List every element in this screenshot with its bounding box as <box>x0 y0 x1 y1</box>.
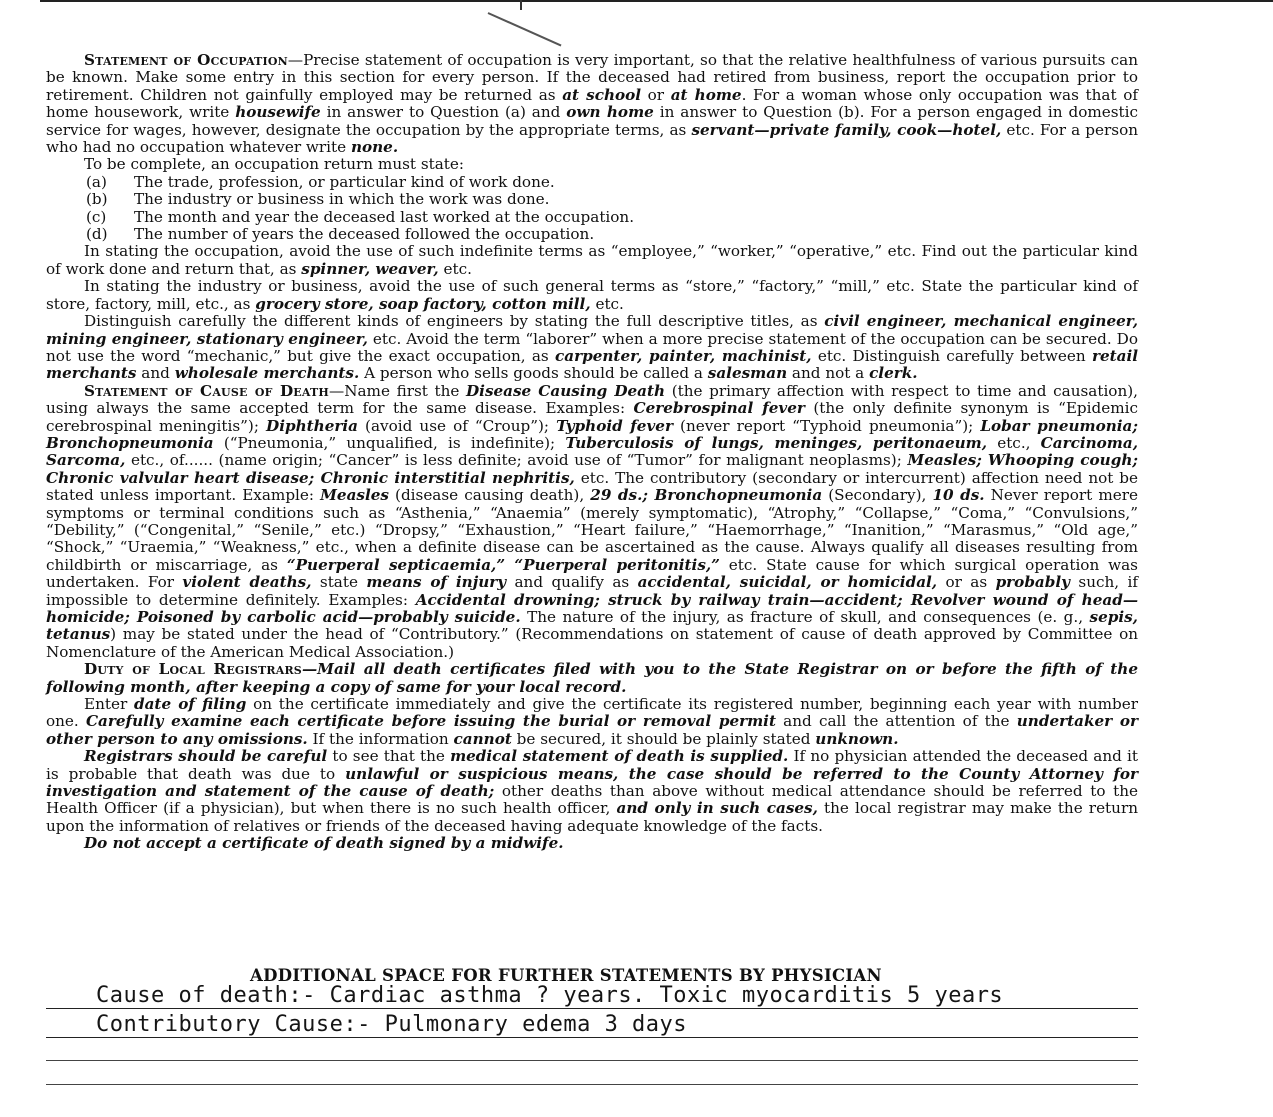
form-line-4 <box>46 1084 1138 1085</box>
midwife-note: Do not accept a certificate of death signed by a midwife. <box>84 834 564 853</box>
occupation-complete-line: To be complete, an occupation return must state: <box>84 155 464 174</box>
scan-left-edge <box>0 0 10 1117</box>
occupation-terms-paragraph: In stating the occupation, avoid the use of such indefinite terms as “employee,” “worker,” “operative,” etc. Find out the particular kind of work done and return that, as spinner, weaver, etc. <box>46 242 1138 278</box>
list-item: (c) The month and year the deceased last worked at the occupation. <box>86 207 635 226</box>
cause-heading: Statement of Cause of Death <box>84 381 330 400</box>
list-item: (b) The industry or business in which the work was done. <box>86 190 550 209</box>
form-line-2 <box>46 1037 1138 1038</box>
occupation-heading: Statement of Occupation <box>84 51 288 69</box>
scan-artifact-tick <box>520 0 528 10</box>
registrars-careful-paragraph: Registrars should be careful to see that the medical statement of death is supplied. If no physician attended the deceased and it is probable that death was due to unlawful or suspicious means, the case should be referred to the County Attorney for investigation and statement of the cause of death; other deaths than above without medical attendance should be referred to the Health Officer (if a physician), but when there is no such health officer, and only in such cases, the local registrar may make the return upon the information of relatives or friends of the deceased having adequate knowledge of the facts. <box>46 747 1138 835</box>
typed-cause-of-death: Cause of death:- Cardiac asthma ? years. Toxic myocarditis 5 years <box>96 983 1004 1008</box>
form-line-3 <box>46 1060 1138 1061</box>
list-item: (a) The trade, profession, or particular kind of work done. <box>86 172 555 191</box>
registrars-filing-paragraph: Enter date of filing on the certificate immediately and give the certificate its registered number, beginning each year with number one. Carefully examine each certificate before issuing the burial or removal permit and call the attention of the undertaker or other person to any omissions. If the information cannot be secured, it should be plainly stated unknown. <box>46 695 1138 748</box>
registrars-heading: Duty of Local Registrars <box>84 660 302 679</box>
registrars-paragraph: Duty of Local Registrars—Mail all death certificates filed with you to the State Registrar on or before the fifth of the following month, after keeping a copy of same for your local record. <box>46 660 1138 696</box>
additional-space-heading: ADDITIONAL SPACE FOR FURTHER STATEMENTS BY PHYSICIAN <box>250 966 882 985</box>
top-border-line <box>40 0 1273 6</box>
form-line-1 <box>46 1008 1138 1009</box>
occupation-items-list <box>46 174 1138 244</box>
instructions-text <box>46 52 1138 853</box>
cause-of-death-paragraph: Statement of Cause of Death—Name first the Disease Causing Death (the primary affection with respect to time and causation), using always the same accepted term for the same disease. Examples: Cerebrospinal fever (the only definite synonym is “Epidemic cerebrospinal meningitis”); Diphtheria (avoid use of “Croup”); Typhoid fever (never report “Typhoid pneumonia”); Lobar pneumonia; Bronchopneumonia (“Pneumonia,” unqualified, is indefinite); Tuberculosis of lungs, meninges, peritonaeum, etc., Carcinoma, Sarcoma, etc., of...... (name origin; “Cancer” is less definite; avoid use of “Tumor” for malignant neoplasms); Measles; Whooping cough; Chronic valvular heart disease; Chronic interstitial nephritis, etc. The contributory (secondary or intercurrent) affection need not be stated unless important. Example: Measles (disease causing death), 29 ds.; Bronchopneumonia (Secondary), 10 ds. Never report mere symptoms or terminal conditions such as “Asthenia,” “Anaemia” (merely symptomatic), “Atrophy,” “Collapse,” “Coma,” “Convulsions,” “Debility,” (“Congenital,” “Senile,” etc.) “Dropsy,” “Exhaustion,” “Heart failure,” “Haemorrhage,” “Inanition,” “Marasmus,” “Old age,” “Shock,” “Uraemia,” “Weakness,” etc., when a definite disease can be ascertained as the cause. Always qualify all diseases resulting from childbirth or miscarriage, as “Puerperal septicaemia,” “Puerperal peritonitis,” etc. State cause for which surgical operation was undertaken. For violent deaths, state means of injury and qualify as accidental, suicidal, or homicidal, or as probably such, if impossible to determine definitely. Examples: Accidental drowning; struck by railway train—accident; Revolver wound of head—homicide; Poisoned by carbolic acid—probably suicide. The nature of the injury, as fracture of skull, and consequences (e. g., sepis, tetanus) may be stated under the head of “Contributory.” (Recommendations on statement of cause of death approved by Committee on Nomenclature of the American Medical Association.) <box>46 381 1139 661</box>
occupation-paragraph: Statement of Occupation—Precise statement of occupation is very important, so that the relative healthfulness of various pursuits can be known. Make some entry in this section for every person. If the deceased had retired from business, report the occupation prior to retirement. Children not gainfully employed may be returned as at school or at home. For a woman whose only occupation was that of home housework, write housewife in answer to Question (a) and own home in answer to Question (b). For a person engaged in domestic service for wages, however, designate the occupation by the appropriate terms, as servant—private family, cook—hotel, etc. For a person who had no occupation whatever write none. <box>46 51 1138 157</box>
occupation-industry-paragraph: In stating the industry or business, avoid the use of such general terms as “store,” “factory,” “mill,” etc. State the particular kind of store, factory, mill, etc., as grocery store, soap factory, cotton mill, etc. <box>46 277 1138 313</box>
occupation-engineers-paragraph: Distinguish carefully the different kinds of engineers by stating the full descriptive titles, as civil engineer, mechanical engineer, mining engineer, stationary engineer, etc. Avoid the term “laborer” when a more precise statement of the occupation can be secured. Do not use the word “mechanic,” but give the exact occupation, as carpenter, painter, machinist, etc. Distinguish carefully between retail merchants and wholesale merchants. A person who sells goods should be called a salesman and not a clerk. <box>46 312 1139 383</box>
list-item: (d) The number of years the deceased followed the occupation. <box>86 225 595 244</box>
scan-artifact-mark <box>488 12 562 46</box>
typed-contributory-cause: Contributory Cause:- Pulmonary edema 3 days <box>96 1012 688 1037</box>
